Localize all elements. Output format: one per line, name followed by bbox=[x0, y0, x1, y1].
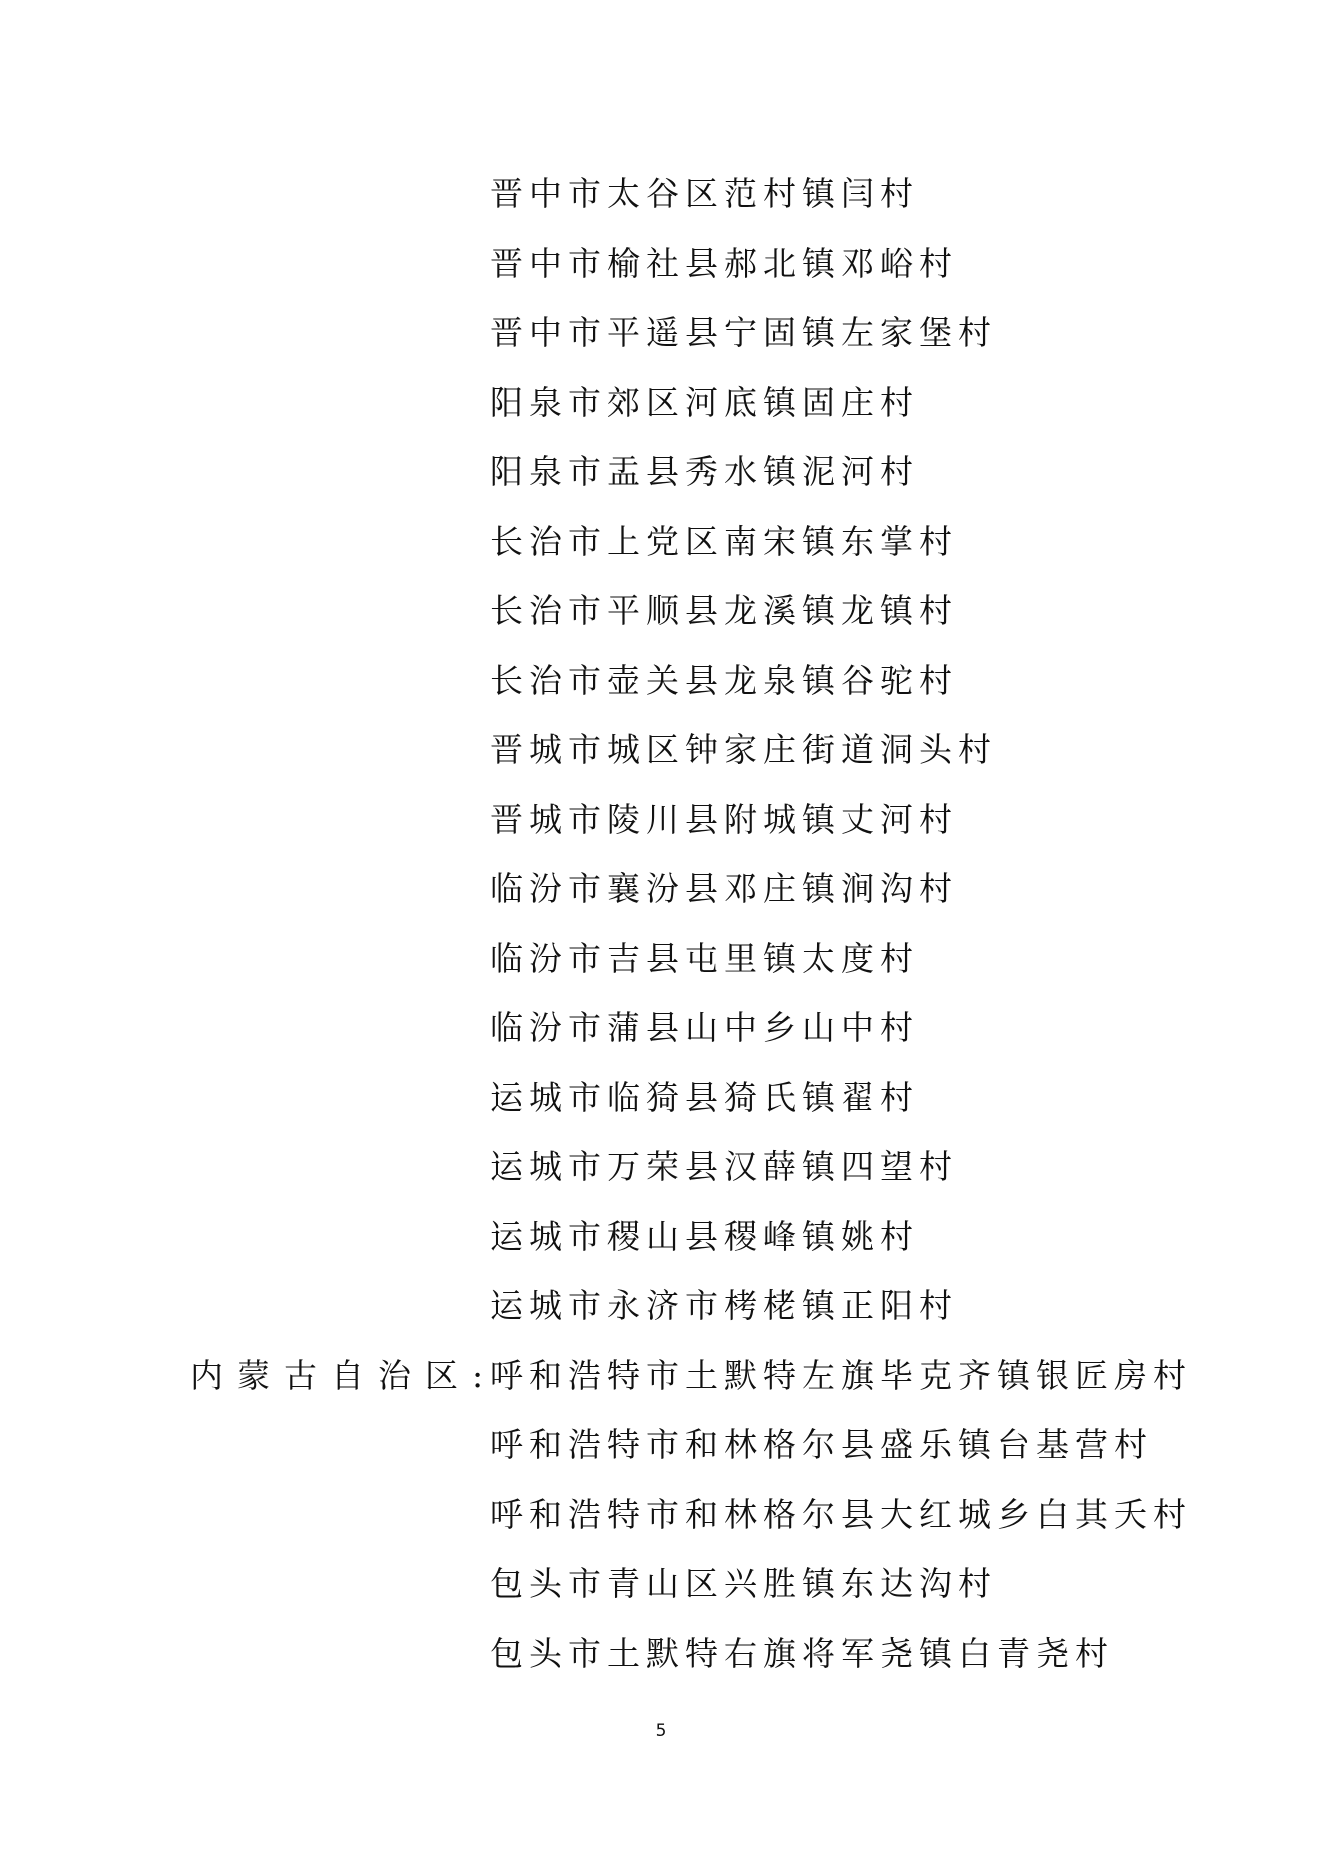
village-entry: 临汾市襄汾县邓庄镇涧沟村 bbox=[490, 869, 958, 908]
village-entry: 晋中市太谷区范村镇闫村 bbox=[490, 174, 919, 213]
village-entry: 呼和浩特市和林格尔县大红城乡白其夭村 bbox=[490, 1495, 1192, 1534]
village-entry: 长治市上党区南宋镇东掌村 bbox=[490, 522, 958, 561]
village-entry: 长治市壶关县龙泉镇谷驼村 bbox=[490, 661, 958, 700]
page-number: 5 bbox=[655, 1721, 667, 1741]
village-entry: 呼和浩特市土默特左旗毕克齐镇银匠房村 bbox=[490, 1356, 1192, 1395]
village-entry: 运城市永济市栲栳镇正阳村 bbox=[490, 1286, 958, 1325]
village-entry: 包头市土默特右旗将军尧镇白青尧村 bbox=[490, 1634, 1114, 1673]
village-entry: 临汾市蒲县山中乡山中村 bbox=[490, 1008, 919, 1047]
village-entry: 晋中市榆社县郝北镇邓峪村 bbox=[490, 244, 958, 283]
village-entry: 晋中市平遥县宁固镇左家堡村 bbox=[490, 313, 997, 352]
village-entry: 晋城市城区钟家庄街道洞头村 bbox=[490, 730, 997, 769]
village-entry: 运城市稷山县稷峰镇姚村 bbox=[490, 1217, 919, 1256]
province-label: 内蒙古自治区: bbox=[190, 1356, 498, 1395]
village-entry: 晋城市陵川县附城镇丈河村 bbox=[490, 800, 958, 839]
village-entry: 临汾市吉县屯里镇太度村 bbox=[490, 939, 919, 978]
village-entry: 运城市临猗县猗氏镇翟村 bbox=[490, 1078, 919, 1117]
village-entry: 阳泉市盂县秀水镇泥河村 bbox=[490, 452, 919, 491]
village-entry: 长治市平顺县龙溪镇龙镇村 bbox=[490, 591, 958, 630]
village-entry: 呼和浩特市和林格尔县盛乐镇台基营村 bbox=[490, 1425, 1153, 1464]
village-entry: 运城市万荣县汉薛镇四望村 bbox=[490, 1147, 958, 1186]
village-entry: 包头市青山区兴胜镇东达沟村 bbox=[490, 1564, 997, 1603]
village-entry: 阳泉市郊区河底镇固庄村 bbox=[490, 383, 919, 422]
